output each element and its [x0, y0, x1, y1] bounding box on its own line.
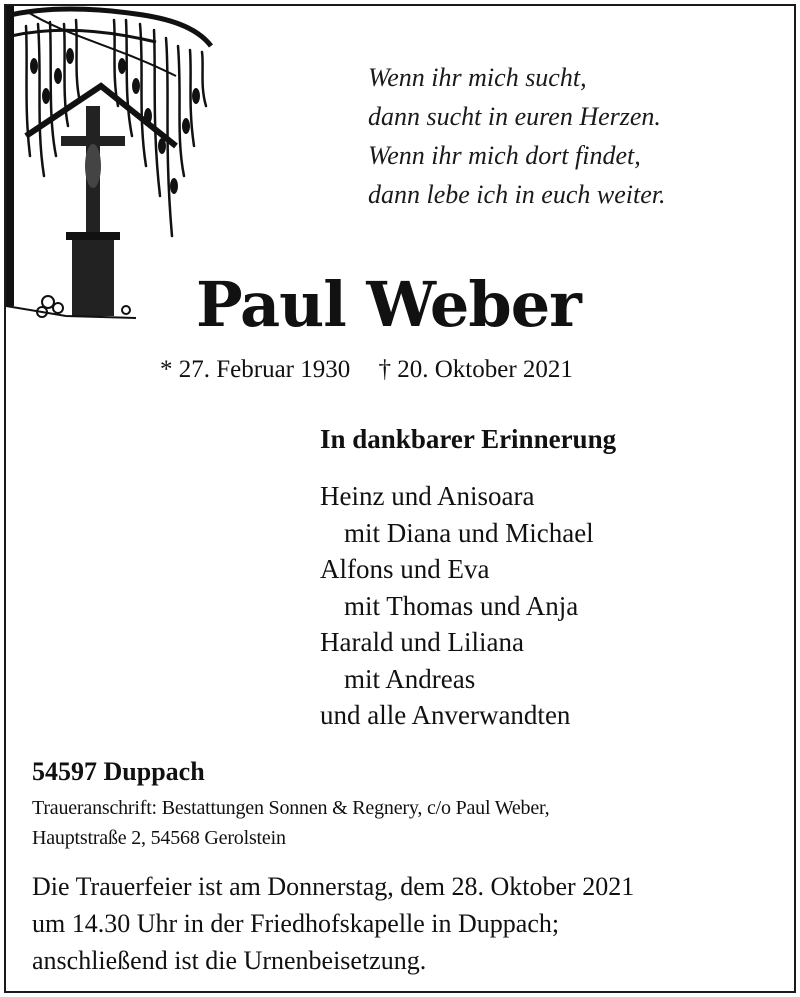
ceremony-line: um 14.30 Uhr in der Friedhofskapelle in Duppach; — [32, 909, 560, 938]
ceremony-line: Die Trauerfeier ist am Donnerstag, dem 28. Oktober 2021 — [32, 872, 635, 901]
life-dates — [160, 356, 573, 384]
poem — [368, 58, 665, 214]
deceased-name: Paul Weber — [196, 268, 581, 341]
family-line: Heinz und Anisoara — [320, 481, 535, 511]
ceremony-line: anschließend ist die Urnenbeisetzung. — [32, 946, 427, 975]
family-line: mit Diana und Michael — [344, 517, 594, 548]
family-line: Alfons und Eva — [320, 554, 490, 584]
poem-line: Wenn ihr mich dort findet, — [368, 141, 641, 170]
birth-date: * 27. Februar 1930 — [160, 356, 351, 383]
death-date: † 20. Oktober 2021 — [378, 356, 573, 383]
family-line: und alle Anverwandten — [320, 700, 571, 730]
memory-heading: In dankbarer Erinnerung — [320, 424, 617, 454]
poem-line: dann sucht in euren Herzen. — [368, 102, 661, 131]
poem-line: dann lebe ich in euch weiter. — [368, 180, 666, 209]
ceremony-notice — [32, 868, 634, 979]
willow-wayside-cross-illustration — [6, 6, 221, 326]
mourning-address — [32, 793, 549, 853]
family-line: Harald und Liliana — [320, 627, 524, 657]
address-line: Hauptstraße 2, 54568 Gerolstein — [32, 827, 286, 849]
family-line: mit Thomas und Anja — [344, 590, 579, 621]
address-line: Traueranschrift: Bestattungen Sonnen & Regnery, c/o Paul Weber, — [32, 797, 550, 819]
family-line: mit Andreas — [344, 663, 476, 694]
location-heading: 54597 Duppach — [32, 757, 205, 786]
family-list — [320, 478, 594, 734]
poem-line: Wenn ihr mich sucht, — [368, 63, 587, 92]
